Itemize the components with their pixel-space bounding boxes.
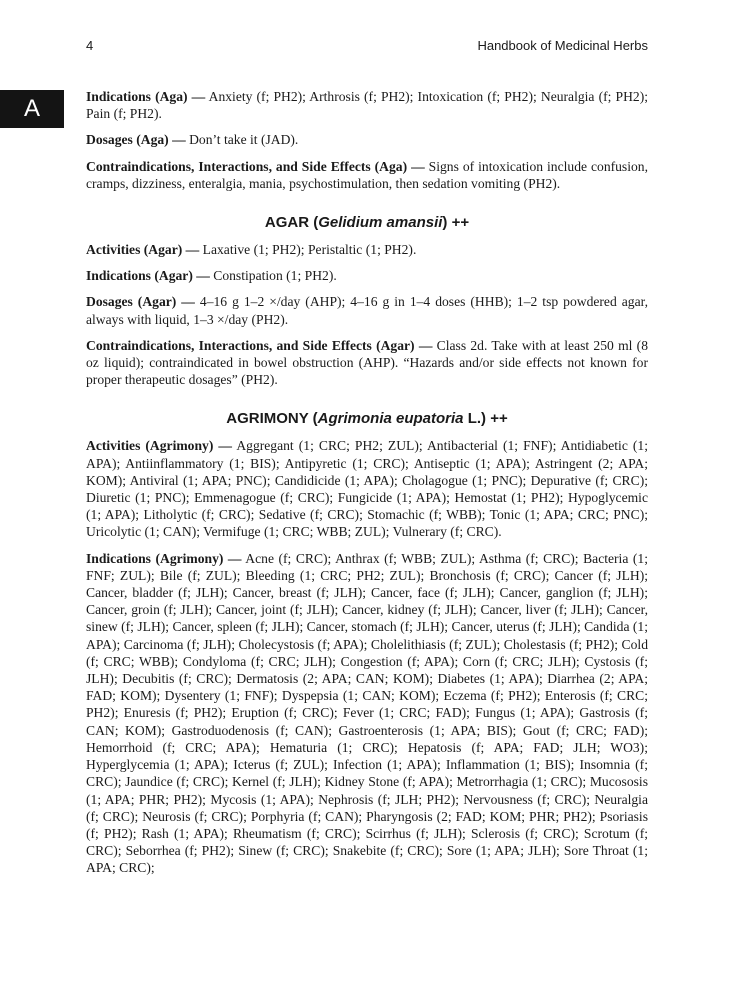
- entry-label: Contraindications, Interactions, and Side Effects (Aga) —: [86, 158, 425, 174]
- page-number: 4: [86, 38, 94, 53]
- entry-text: 4–16 g 1–2 ×/day (AHP); 4–16 g in 1–4 doses (HHB); 1–2 tsp powdered agar, always with liquid, 1–3 ×/day (PH2).: [86, 294, 648, 327]
- heading-suffix: ) ++: [442, 214, 470, 232]
- heading-name: AGAR (: [264, 214, 319, 232]
- entry-text: Class 2d. Take with at least 250 ml (8 oz liquid); contraindicated in bowel obstruction (AHP). “Hazards and/or side effects not known for proper therapeutic dosages” (PH2).: [86, 337, 648, 388]
- entry-text: Anxiety (f; PH2); Arthrosis (f; PH2); Intoxication (f; PH2); Neuralgia (f; PH2); Pain (f; PH2).: [86, 89, 648, 122]
- running-head: Handbook of Medicinal Herbs: [477, 38, 648, 53]
- agrimony-indications: [86, 550, 648, 877]
- page-body: [86, 88, 648, 886]
- entry-text: Aggregant (1; CRC; PH2; ZUL); Antibacterial (1; FNF); Antidiabetic (1; APA); Antiinflammatory (1; BIS); Antipyretic (1; CRC); Antiseptic (1; APA); Astringent (2; APA; KOM); Antiviral (1; APA; PNC); Candidicide (1; APA); Cholagogue (1; PNC); Depurative (f; CRC); Diuretic (1; PNC); Emmenagogue (f; CRC); Fungicide (1; APA); Hemostat (1; PH2); Hypoglycemic (1; APA); Litholytic (f; CRC); Sedative (f; CRC); Stomachic (f; WBB); Tonic (1; APA; CRC; PNC); Uricolytic (1; CAN); Vermifuge (1; CRC; WBB; ZUL); Vulnerary (f; CRC).: [86, 438, 649, 540]
- entry-text: Signs of intoxication include confusion, cramps, dizziness, enteralgia, mania, psychostimulation, then sedation vomiting (PH2).: [86, 158, 648, 191]
- agrimony-activities: [86, 437, 648, 540]
- entry-text: Constipation (1; PH2).: [213, 268, 337, 284]
- agar-heading: [86, 214, 648, 231]
- agar-contraindications: [86, 337, 648, 389]
- heading-name: AGRIMONY (: [226, 410, 318, 428]
- entry-text: Laxative (1; PH2); Peristaltic (1; PH2).: [202, 242, 417, 258]
- entry-label: Dosages (Agar) —: [86, 294, 195, 310]
- entry-text: Don’t take it (JAD).: [189, 132, 299, 148]
- entry-text: Acne (f; CRC); Anthrax (f; WBB; ZUL); Asthma (f; CRC); Bacteria (1; FNF; ZUL); Bile (f; ZUL); Bleeding (1; CRC; PH2; ZUL); Bronchosis (f; CRC); Cancer (f; JLH); Cancer, bladder (f; JLH); Cancer, breast (f; JLH); Cancer, face (f; JLH); Cancer, ganglion (f; JLH); Cancer, groin (f; JLH); Cancer, joint (f; JLH); Cancer, kidney (f; JLH); Cancer, liver (f; JLH); Cancer, sinew (f; JLH); Cancer, spleen (f; JLH); Cancer, stomach (f; JLH); Cancer, uterus (f; JLH); Candida (1; APA); Carcinoma (f; JLH); Cholecystosis (f; APA); Cholelithiasis (f; ZUL); Cholestasis (f; PH2); Cold (f; CRC; WBB); Condyloma (f; CRC; JLH); Congestion (f; APA); Corn (f; CRC; JLH); Cystosis (f; JLH); Decubitis (f; CRC); Dermatosis (2; APA; CAN; KOM); Diabetes (1; APA); Diarrhea (2; APA; FAD; KOM); Dysentery (1; FNF); Dyspepsia (1; CAN; KOM); Eczema (f; PH2); Enterosis (f; CRC; PH2); Enuresis (f; PH2); Eruption (f; CRC); Fever (1; CRC; FAD); Fungus (1; APA); Gastrosis (f; CAN; KOM); Gastroduodenosis (f; CAN); Gastroenterosis (1; APA; BIS); Gout (f; CRC; FAD); Hemorrhoid (f; CRC; APA); Hematuria (1; CRC); Hepatosis (f; APA; FAD; JLH; WO3); Hyperglycemia (1; APA); Icterus (f; ZUL); Infection (1; APA); Inflammation (1; BIS); Insomnia (f; CRC); Jaundice (f; CRC); Kernel (f; JLH); Kidney Stone (f; APA); Metrorrhagia (1; CRC); Mucososis (1; APA; PHR; PH2); Mycosis (1; APA); Nephrosis (f; JLH; PH2); Nervousness (f; CRC); Neuralgia (f; CRC); Neurosis (f; CRC); Porphyria (f; CAN); Pharyngosis (2; FAD; KOM; PHR; PH2); Psoriasis (f; PH2); Rash (1; APA); Rheumatism (f; CRC); Scirrhus (f; JLH); Sclerosis (f; CRC); Scrotum (f; CRC); Seborrhea (f; PH2); Sinew (f; CRC); Snakebite (f; CRC); Sore (1; APA; JLH); Sore Throat (1; APA; CRC);: [86, 550, 648, 876]
- entry-label: Activities (Agar) —: [86, 242, 200, 258]
- heading-suffix: L.) ++: [463, 410, 508, 428]
- heading-latin-name: Gelidium amansii: [318, 214, 443, 232]
- entry-label: Activities (Agrimony) —: [86, 438, 233, 454]
- entry-label: Indications (Agrimony) —: [86, 550, 242, 566]
- entry-label: Contraindications, Interactions, and Side Effects (Agar) —: [86, 337, 433, 353]
- entry-label: Indications (Agar) —: [86, 268, 210, 284]
- aga-dosages: [86, 131, 648, 148]
- agar-activities: [86, 241, 648, 258]
- section-thumb-tab: A: [0, 90, 64, 128]
- agar-dosages: [86, 293, 648, 327]
- entry-label: Indications (Aga) —: [86, 89, 206, 104]
- entry-label: Dosages (Aga) —: [86, 132, 186, 148]
- agrimony-heading: [86, 410, 648, 427]
- aga-contraindications: [86, 158, 648, 192]
- agar-indications: [86, 267, 648, 284]
- aga-indications: [86, 88, 648, 122]
- heading-latin-name: Agrimonia eupatoria: [317, 410, 464, 428]
